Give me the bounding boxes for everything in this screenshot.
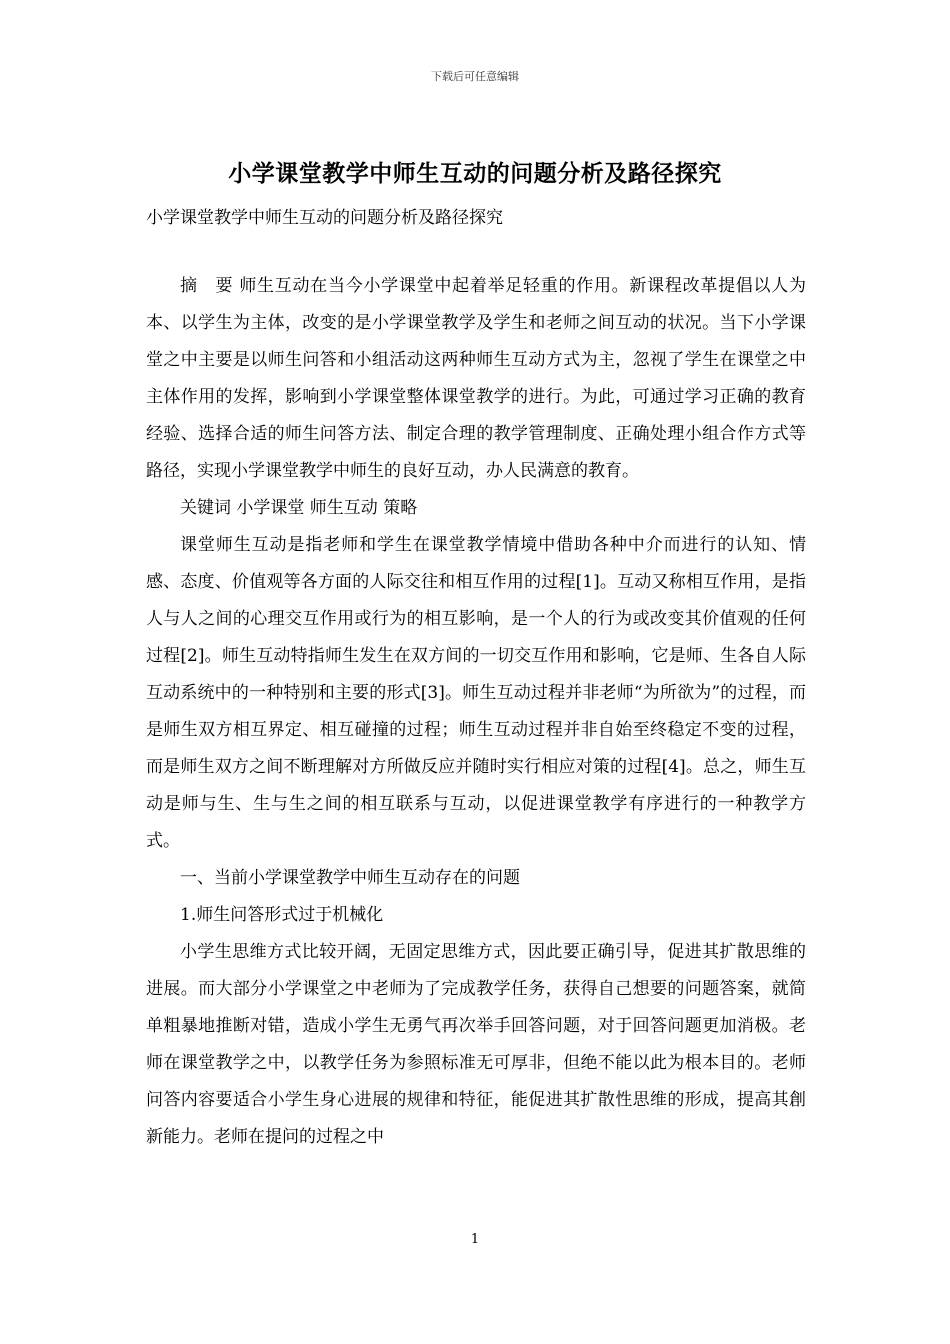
section-heading: 一、当前小学课堂教学中师生互动存在的问题 xyxy=(180,868,520,888)
document-body xyxy=(146,268,806,1156)
subsection-heading: 1.师生问答形式过于机械化 xyxy=(180,905,384,925)
page-number: 1 xyxy=(470,1232,480,1247)
abstract-paragraph: 摘 要 师生互动在当今小学课堂中起着举足轻重的作用。新课程改革提倡以人为本、以学生为主体，改变的是小学课堂教学及学生和老师之间互动的状况。当下小学课堂之中主要是以师生问答和小组活动这两种师生互动方式为主，忽视了学生在课堂之中主体作用的发挥，影响到小学课堂整体课堂教学的进行。为此，可通过学习正确的教育经验、选择合适的师生问答方法、制定合理的教学管理制度、正确处理小组合作方式等路径，实现小学课堂教学中师生的良好互动，办人民满意的教育。 xyxy=(146,276,806,481)
intro-paragraph: 课堂师生互动是指老师和学生在课堂教学情境中借助各种中介而进行的认知、情感、态度、价值观等各方面的人际交往和相互作用的过程[1]。互动又称相互作用，是指人与人之间的心理交互作用或行为的相互影响，是一个人的行为或改变其价值观的任何过程[2]。师生互动特指师生发生在双方间的一切交互作用和影响，它是师、生各自人际互动系统中的一种特别和主要的形式[3]。师生互动过程并非老师“为所欲为”的过程，而是师生双方相互界定、相互碰撞的过程；师生互动过程并非自始至终稳定不变的过程，而是师生双方之间不断理解对方所做反应并随时实行相应对策的过程[4]。总之，师生互动是师与生、生与生之间的相互联系与互动，以促进课堂教学有序进行的一种教学方式。 xyxy=(146,535,806,851)
keywords-paragraph: 关键词 小学课堂 师生互动 策略 xyxy=(180,498,418,518)
body-paragraph: 小学生思维方式比较开阔，无固定思维方式，因此要正确引导，促进其扩散思维的进展。而大部分小学课堂之中老师为了完成教学任务，获得自己想要的问题答案，就简单粗暴地推断对错，造成小学生无勇气再次举手回答问题，对于回答问题更加消极。老师在课堂教学之中，以教学任务为参照标准无可厚非，但绝不能以此为根本目的。老师问答内容要适合小学生身心进展的规律和特征，能促进其扩散性思维的形成，提高其創新能力。老师在提问的过程之中 xyxy=(146,942,806,1147)
page-header: 下载后可任意编辑 xyxy=(431,70,519,83)
document-subtitle: 小学课堂教学中师生互动的问题分析及路径探究 xyxy=(146,208,503,228)
document-title: 小学课堂教学中师生互动的问题分析及路径探究 xyxy=(228,160,722,187)
